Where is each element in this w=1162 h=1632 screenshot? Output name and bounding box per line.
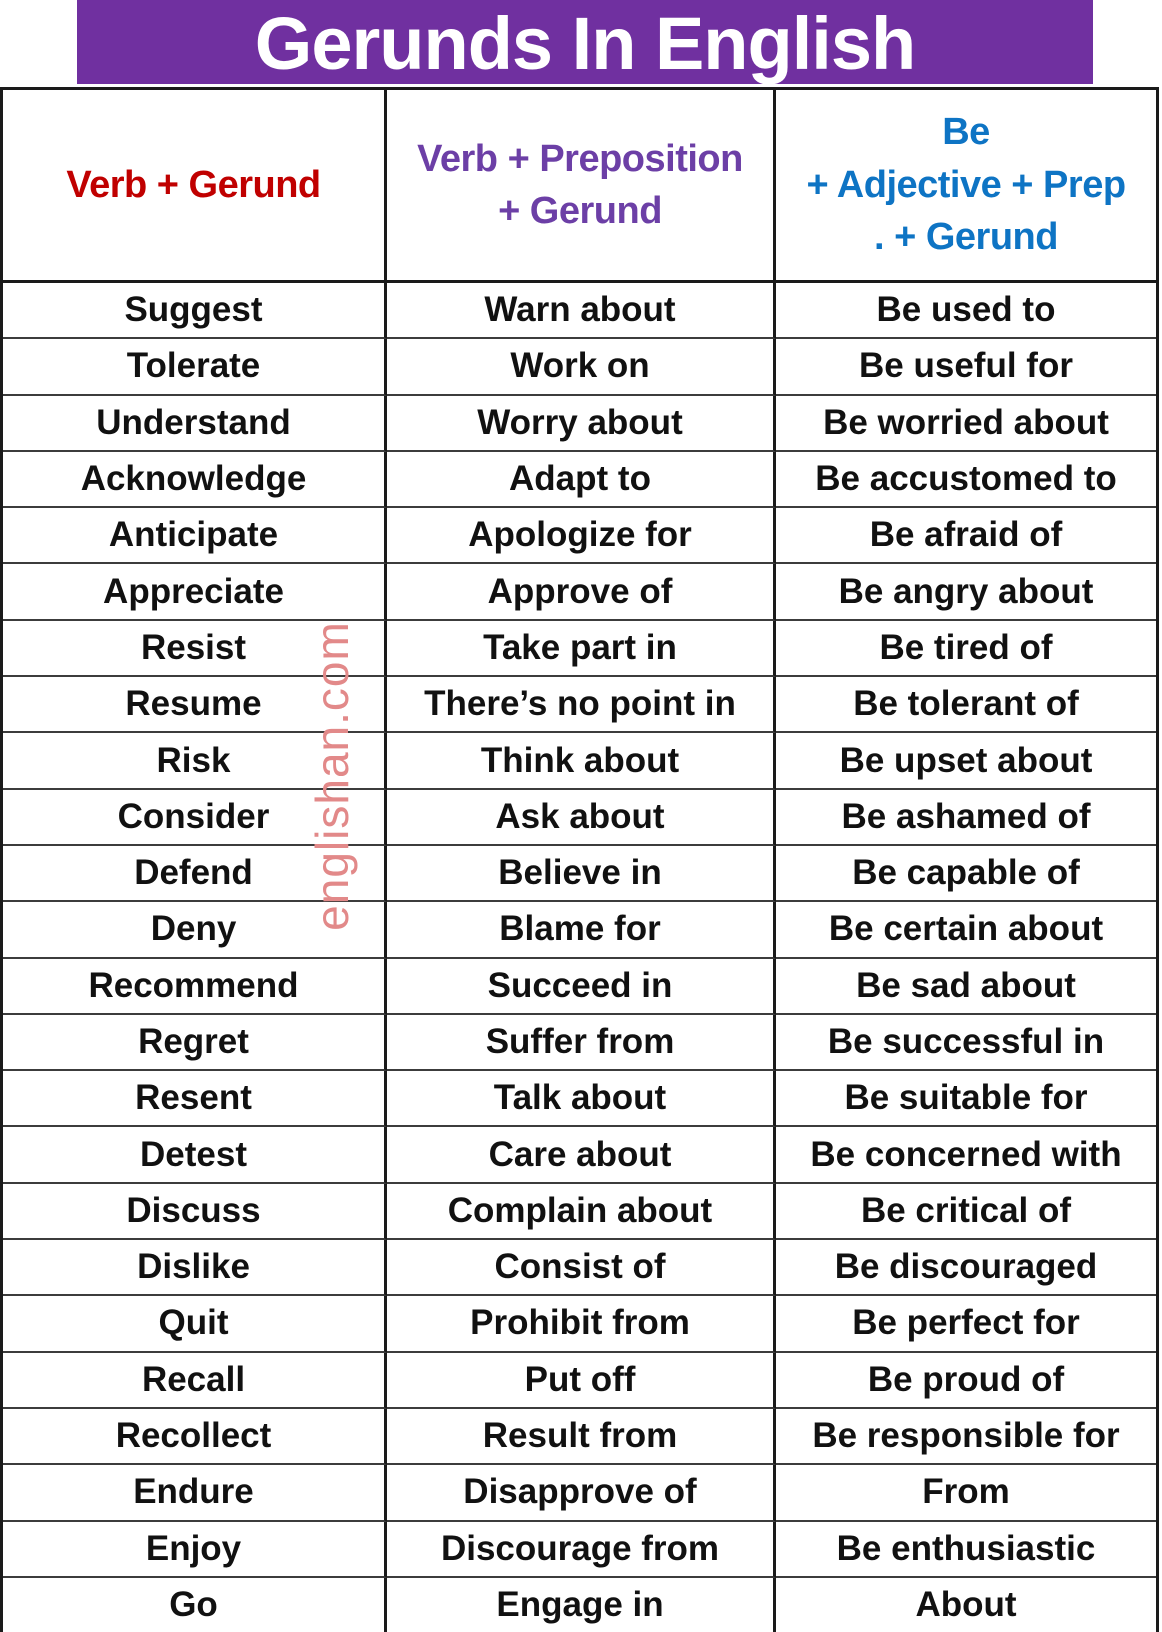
cell-be-adjective-prep-gerund: Be accustomed to bbox=[776, 452, 1156, 508]
cell-verb-preposition-gerund: Take part in bbox=[387, 621, 776, 677]
cell-verb-gerund: Resist bbox=[3, 621, 387, 677]
cell-be-adjective-prep-gerund: Be sad about bbox=[776, 959, 1156, 1015]
cell-be-adjective-prep-gerund: Be capable of bbox=[776, 846, 1156, 902]
cell-verb-gerund: Defend bbox=[3, 846, 387, 902]
cell-verb-preposition-gerund: Blame for bbox=[387, 902, 776, 958]
cell-verb-preposition-gerund: Discourage from bbox=[387, 1522, 776, 1578]
cell-verb-preposition-gerund: Prohibit from bbox=[387, 1296, 776, 1352]
cell-be-adjective-prep-gerund: Be used to bbox=[776, 283, 1156, 339]
cell-verb-preposition-gerund: Complain about bbox=[387, 1184, 776, 1240]
cell-verb-gerund: Deny bbox=[3, 902, 387, 958]
cell-verb-gerund: Acknowledge bbox=[3, 452, 387, 508]
cell-be-adjective-prep-gerund: Be certain about bbox=[776, 902, 1156, 958]
cell-be-adjective-prep-gerund: Be useful for bbox=[776, 339, 1156, 395]
cell-verb-preposition-gerund: Think about bbox=[387, 733, 776, 789]
cell-verb-gerund: Dislike bbox=[3, 1240, 387, 1296]
cell-verb-preposition-gerund: Approve of bbox=[387, 564, 776, 620]
header-line: Verb + Preposition bbox=[417, 137, 743, 180]
cell-verb-preposition-gerund: Disapprove of bbox=[387, 1465, 776, 1521]
page-title: Gerunds In English bbox=[254, 2, 916, 85]
cell-verb-gerund: Go bbox=[3, 1578, 387, 1632]
cell-verb-preposition-gerund: Ask about bbox=[387, 790, 776, 846]
cell-verb-preposition-gerund: Talk about bbox=[387, 1071, 776, 1127]
cell-be-adjective-prep-gerund: Be tolerant of bbox=[776, 677, 1156, 733]
cell-be-adjective-prep-gerund: About bbox=[776, 1578, 1156, 1632]
cell-be-adjective-prep-gerund: Be tired of bbox=[776, 621, 1156, 677]
cell-be-adjective-prep-gerund: Be enthusiastic bbox=[776, 1522, 1156, 1578]
cell-verb-preposition-gerund: Apologize for bbox=[387, 508, 776, 564]
cell-verb-gerund: Tolerate bbox=[3, 339, 387, 395]
cell-verb-preposition-gerund: Worry about bbox=[387, 396, 776, 452]
header-line: + Gerund bbox=[498, 190, 662, 232]
cell-verb-preposition-gerund: Warn about bbox=[387, 283, 776, 339]
cell-verb-preposition-gerund: Put off bbox=[387, 1353, 776, 1409]
cell-verb-gerund: Risk bbox=[3, 733, 387, 789]
cell-verb-gerund: Regret bbox=[3, 1015, 387, 1071]
cell-verb-gerund: Detest bbox=[3, 1127, 387, 1183]
cell-be-adjective-prep-gerund: Be successful in bbox=[776, 1015, 1156, 1071]
cell-verb-preposition-gerund: Engage in bbox=[387, 1578, 776, 1632]
cell-be-adjective-prep-gerund: Be concerned with bbox=[776, 1127, 1156, 1183]
header-line: + Adjective + Prep bbox=[806, 163, 1126, 206]
header-verb-preposition-gerund bbox=[387, 90, 776, 283]
cell-verb-preposition-gerund: Work on bbox=[387, 339, 776, 395]
cell-verb-gerund: Quit bbox=[3, 1296, 387, 1352]
header-line: Be bbox=[942, 111, 990, 154]
cell-be-adjective-prep-gerund: From bbox=[776, 1465, 1156, 1521]
cell-verb-gerund: Consider bbox=[3, 790, 387, 846]
cell-verb-gerund: Recollect bbox=[3, 1409, 387, 1465]
cell-verb-gerund: Recall bbox=[3, 1353, 387, 1409]
cell-be-adjective-prep-gerund: Be suitable for bbox=[776, 1071, 1156, 1127]
cell-verb-preposition-gerund: Suffer from bbox=[387, 1015, 776, 1071]
cell-verb-gerund: Appreciate bbox=[3, 564, 387, 620]
cell-be-adjective-prep-gerund: Be ashamed of bbox=[776, 790, 1156, 846]
cell-verb-gerund: Resent bbox=[3, 1071, 387, 1127]
cell-verb-preposition-gerund: There’s no point in bbox=[387, 677, 776, 733]
cell-verb-gerund: Suggest bbox=[3, 283, 387, 339]
cell-be-adjective-prep-gerund: Be upset about bbox=[776, 733, 1156, 789]
cell-verb-preposition-gerund: Result from bbox=[387, 1409, 776, 1465]
cell-be-adjective-prep-gerund: Be responsible for bbox=[776, 1409, 1156, 1465]
cell-be-adjective-prep-gerund: Be discouraged bbox=[776, 1240, 1156, 1296]
watermark-text: englishan.com bbox=[306, 621, 358, 931]
cell-be-adjective-prep-gerund: Be perfect for bbox=[776, 1296, 1156, 1352]
gerunds-table bbox=[0, 87, 1159, 1632]
cell-verb-gerund: Recommend bbox=[3, 959, 387, 1015]
header-line: Verb + Gerund bbox=[66, 163, 321, 206]
cell-verb-preposition-gerund: Succeed in bbox=[387, 959, 776, 1015]
cell-be-adjective-prep-gerund: Be critical of bbox=[776, 1184, 1156, 1240]
cell-verb-gerund: Enjoy bbox=[3, 1522, 387, 1578]
cell-verb-gerund: Understand bbox=[3, 396, 387, 452]
cell-be-adjective-prep-gerund: Be angry about bbox=[776, 564, 1156, 620]
cell-verb-preposition-gerund: Adapt to bbox=[387, 452, 776, 508]
cell-verb-preposition-gerund: Believe in bbox=[387, 846, 776, 902]
header-be-adjective-prep-gerund bbox=[776, 90, 1156, 283]
cell-verb-preposition-gerund: Care about bbox=[387, 1127, 776, 1183]
cell-verb-gerund: Discuss bbox=[3, 1184, 387, 1240]
header-verb-gerund bbox=[3, 90, 387, 283]
cell-be-adjective-prep-gerund: Be afraid of bbox=[776, 508, 1156, 564]
cell-be-adjective-prep-gerund: Be worried about bbox=[776, 396, 1156, 452]
cell-verb-gerund: Anticipate bbox=[3, 508, 387, 564]
cell-be-adjective-prep-gerund: Be proud of bbox=[776, 1353, 1156, 1409]
cell-verb-preposition-gerund: Consist of bbox=[387, 1240, 776, 1296]
header-line: . + Gerund bbox=[874, 216, 1058, 259]
cell-verb-gerund: Endure bbox=[3, 1465, 387, 1521]
cell-verb-gerund: Resume bbox=[3, 677, 387, 733]
title-banner bbox=[77, 0, 1093, 84]
